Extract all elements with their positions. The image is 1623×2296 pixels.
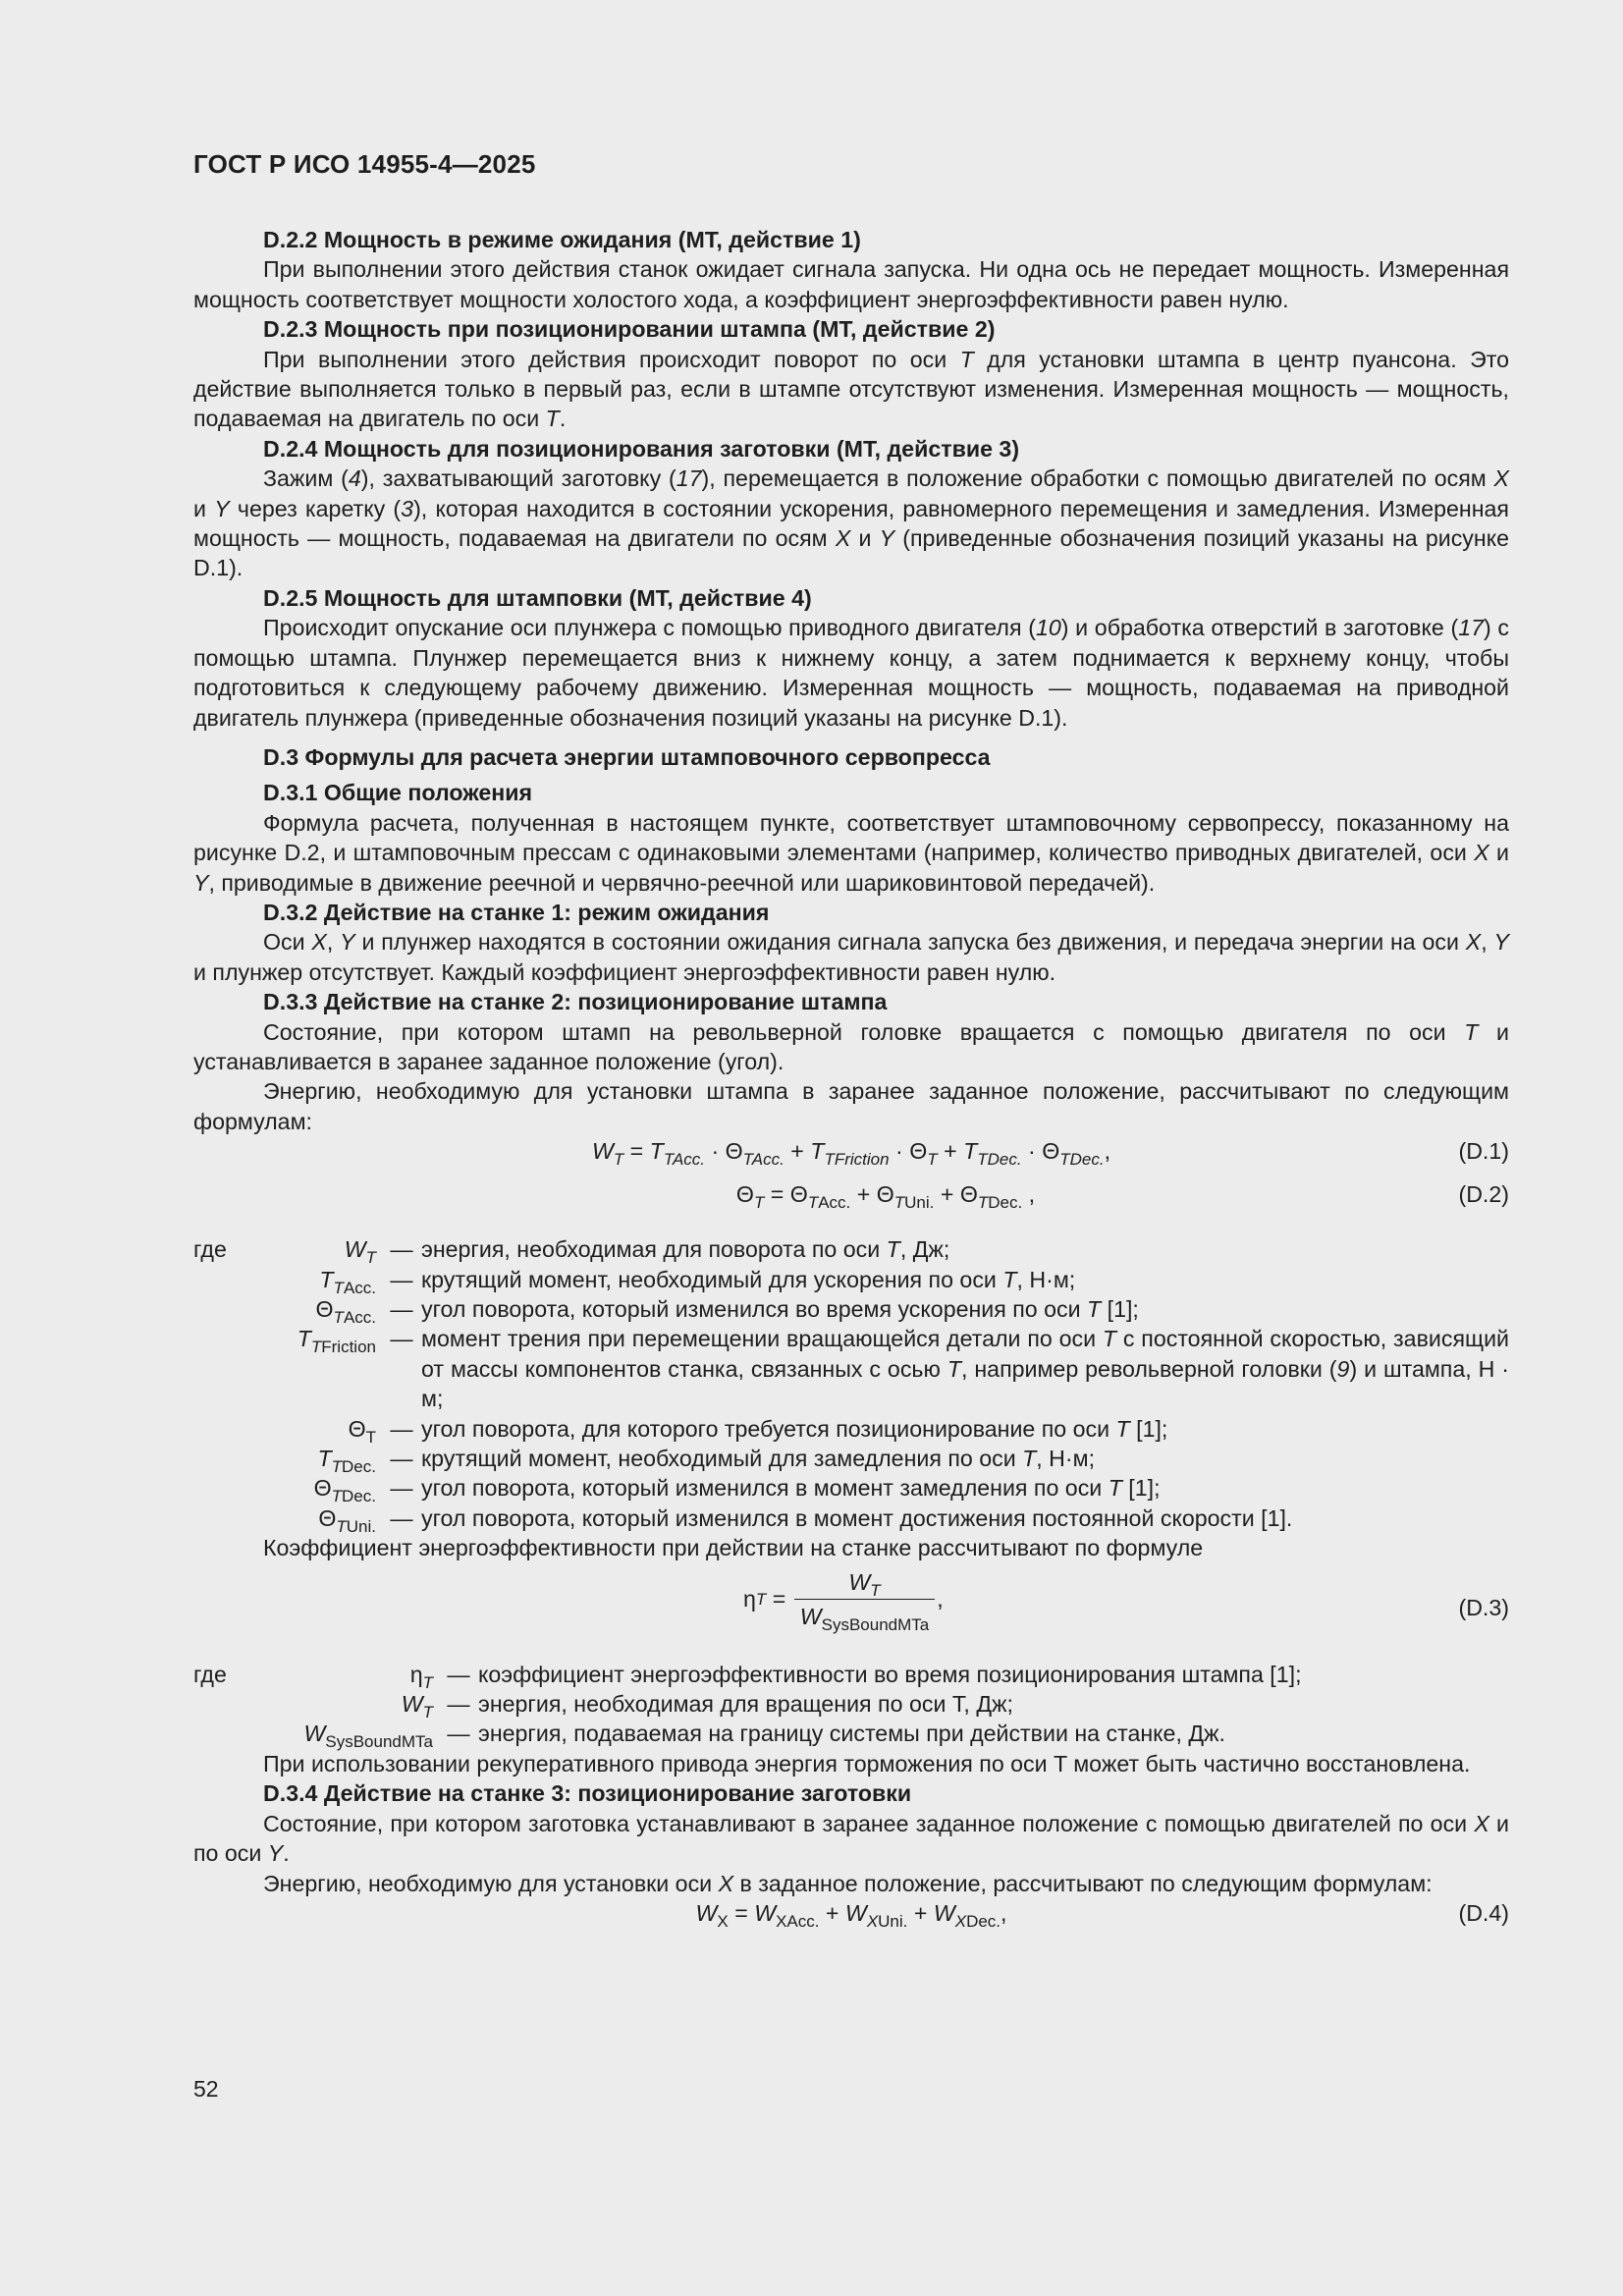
section-heading-d23: D.2.3 Мощность при позиционировании штампа (MT, действие 2) [263, 316, 996, 343]
paragraph-d33-energy: Энергию, необходимую для установки штампа в заранее заданное положение, рассчитывают по следующим формулам: [193, 1078, 1509, 1134]
formula-d3 [193, 1567, 1509, 1654]
symbol-definitions-2: где $\eta_T$ — коэффициент энергоэффективности во время позиционирования штампа [1]; $W_T$ — энергия, необходимая для вращения по оси T, Дж; $W_{SysBoundMTa}$ — энергия, подаваемая на границу системы при действии на станке, Дж. [193, 1660, 1509, 1749]
symbol-definitions-1: где $W_T$ — энергия, необходимая для поворота по оси T, Дж; $T_{TAcc.}$ — крутящий момент, необходимый для ускорения по оси T, Н·м; $\Theta_{TAcc.}$ — угол поворота, который изменился во время ускорения по оси T [1]; $T_{TFriction}$ — момент трения при перемещении вращающейся детали по оси T с постоянной скоростью, зависящий от массы компонентов станка, связанных с осью T, например револьверной головки (9) и штампа, Н · м; $\Theta_T$ — угол поворота, для которого требуется позиционирование по оси T [1]; $T_{TDec.}$ — крутящий момент, необходимый для замедления по оси T, Н·м; $\Theta_{TDec.}$ — угол поворота, который изменился в момент замедления по оси T [1]; $\Theta_{TUni.}$ — угол поворота, который изменился в момент достижения постоянной скорости [1]. [193, 1236, 1510, 1536]
symbol: $T_{TFriction}$ [297, 1326, 376, 1357]
paragraph-d34-energy: Энергию, необходимую для установки оси X в заданное положение, рассчитывают по следующим формулам: [263, 1870, 1433, 1896]
symbol: $W_T$ [344, 1236, 376, 1268]
section-heading-d32: D.3.2 Действие на станке 1: режим ожидания [263, 899, 770, 925]
paragraph-d31: Формула расчета, полученная в настоящем пункте, соответствует штамповочному сервопрессу, показанному на рисунке D.2, и штамповочным прессам с одинаковыми элементами (например, количество приводных двигателей, оси X и Y, приводимые в движение реечной и червячно-реечной или шариковинтовой передачей). [193, 809, 1509, 896]
page-content [193, 225, 1509, 1941]
section-heading-d34: D.3.4 Действие на станке 3: позиционирование заготовки [263, 1780, 912, 1807]
symbol: $W_{SysBoundMTa}$ [303, 1721, 433, 1752]
symbol-definition: крутящий момент, необходимый для ускорения по оси T, Н·м; [421, 1266, 1076, 1292]
paragraph-d23: При выполнении этого действия происходит поворот по оси T для установки штампа в центр пуансона. Это действие выполняется только в первый раз, если в штампе отсутствуют изменения. Измеренная мощность — мощность, подаваемая на двигатель по оси T. [193, 346, 1509, 432]
formula-d1-number: (D.1) [1458, 1138, 1509, 1165]
formula-d2-number: (D.2) [1458, 1181, 1509, 1208]
section-heading-d3: D.3 Формулы для расчета энергии штамповочного сервопресса [263, 743, 991, 770]
paragraph-d25: Происходит опускание оси плунжера с помощью приводного двигателя (10) и обработка отверстий в заготовке (17) с помощью штампа. Плунжер перемещается вниз к нижнему концу, а затем поднимается к верхнему концу, чтобы подготовиться к следующему рабочему движению. Измеренная мощность — мощность, подаваемая на приводной двигатель плунжера (приведенные обозначения позиций указаны на рисунке D.1). [193, 615, 1510, 731]
symbol-definition: угол поворота, который изменился в момент достижения постоянной скорости [1]. [421, 1504, 1293, 1531]
formula-d4-number: (D.4) [1458, 1899, 1509, 1926]
symbol: $\Theta_{TUni.}$ [318, 1504, 376, 1536]
document-header: ГОСТ Р ИСО 14955-4—2025 [193, 149, 536, 179]
section-heading-d25: D.2.5 Мощность для штамповки (MT, действие 4) [263, 584, 812, 611]
section-heading-d22: D.2.2 Мощность в режиме ожидания (MT, действие 1) [263, 227, 861, 252]
formula-d3-expression: η T = $\frac{W_T}{W_{SysBoundMTa}}$ , [743, 1568, 944, 1635]
paragraph-d33-recuperation: При использовании рекуперативного привода энергия торможения по оси T может быть частично восстановлена. [263, 1750, 1471, 1777]
symbol-definition: энергия, необходимая для вращения по оси T, Дж; [478, 1691, 1013, 1718]
symbol: $W_T$ [401, 1691, 433, 1722]
symbol-definition: крутящий момент, необходимый для замедления по оси T, Н·м; [421, 1446, 1096, 1472]
symbol-definition: энергия, необходимая для поворота по оси T, Дж; [421, 1236, 950, 1263]
symbol: $\Theta_{TAcc.}$ [315, 1296, 376, 1327]
section-heading-d24: D.2.4 Мощность для позиционирования заготовки (MT, действие 3) [263, 435, 1020, 462]
formula-d2 [193, 1179, 1509, 1223]
page-number: 52 [193, 2076, 219, 2102]
symbol: $\Theta_{TDec.}$ [313, 1475, 376, 1506]
symbol: $\Theta_T$ [348, 1415, 376, 1447]
symbol-definition: момент трения при перемещении вращающейся детали по оси T с постоянной скоростью, зависящий от массы компонентов станка, связанных с осью T, например револьверной головки (9) и штампа, Н · м; [421, 1326, 1510, 1412]
symbol-definition: коэффициент энергоэффективности во время позиционирования штампа [1]; [478, 1661, 1302, 1687]
formula-d1-expression: $W_T = T_{TAcc.} \cdot \Theta_{TAcc.} + T_{TFriction} \cdot \Theta_T + T_{TDec.} \cdot \Theta_{TDec.}$, [591, 1138, 1111, 1170]
paragraph-d24: Зажим (4), захватывающий заготовку (17), перемещается в положение обработки с помощью двигателей по осям X и Y через каретку (3), которая находится в состоянии ускорения, равномерного перемещения и замедления. Измеренная мощность — мощность, подаваемая на двигатели по осям X и Y (приведенные обозначения позиций указаны на рисунке D.1). [193, 465, 1510, 581]
paragraph-d32: Оси X, Y и плунжер находятся в состоянии ожидания сигнала запуска без движения, и передача энергии на оси X, Y и плунжер отсутствует. Каждый коэффициент энергоэффективности равен нулю. [193, 929, 1510, 985]
paragraph-d34-state: Состояние, при котором заготовка устанавливают в заранее заданное положение с помощью двигателей по оси X и по оси Y. [193, 1810, 1509, 1867]
symbol: $T_{TAcc.}$ [319, 1266, 376, 1297]
formula-d4-expression: $W_X = W_{XAcc.} + W_{XUni.} + W_{XDec.}$, [695, 1899, 1007, 1931]
where-label: где [193, 1236, 227, 1263]
formula-d2-expression: $\Theta_T = \Theta_{TAcc.} + \Theta_{TUni.} + \Theta_{TDec.}$ , [735, 1181, 1036, 1213]
symbol: $\eta_T$ [409, 1661, 433, 1692]
formula-d4 [193, 1898, 1509, 1941]
symbol-definition: угол поворота, который изменился в момент замедления по оси T [1]; [421, 1475, 1161, 1502]
where-label: где [193, 1661, 227, 1687]
formula-d3-number: (D.3) [1458, 1594, 1509, 1620]
symbol-definition: угол поворота, для которого требуется позиционирование по оси T [1]; [421, 1415, 1168, 1442]
formula-d1 [193, 1136, 1509, 1179]
symbol-definition: энергия, подаваемая на границу системы при действии на станке, Дж. [478, 1721, 1225, 1747]
paragraph-d33-efficiency: Коэффициент энергоэффективности при действии на станке рассчитывают по формуле [263, 1535, 1204, 1561]
section-heading-d33: D.3.3 Действие на станке 2: позиционирование штампа [263, 989, 888, 1015]
paragraph-d22: При выполнении этого действия станок ожидает сигнала запуска. Ни одна ось не передает мощность. Измеренная мощность соответствует мощности холостого хода, а коэффициент энергоэффективности равен нулю. [193, 256, 1509, 312]
symbol-definition: угол поворота, который изменился во время ускорения по оси T [1]; [421, 1296, 1139, 1322]
paragraph-d33-state: Состояние, при котором штамп на револьверной головке вращается с помощью двигателя по оси T и устанавливается в заранее заданное положение (угол). [193, 1018, 1509, 1074]
section-heading-d31: D.3.1 Общие положения [263, 780, 533, 806]
symbol: $T_{TDec.}$ [317, 1446, 376, 1477]
